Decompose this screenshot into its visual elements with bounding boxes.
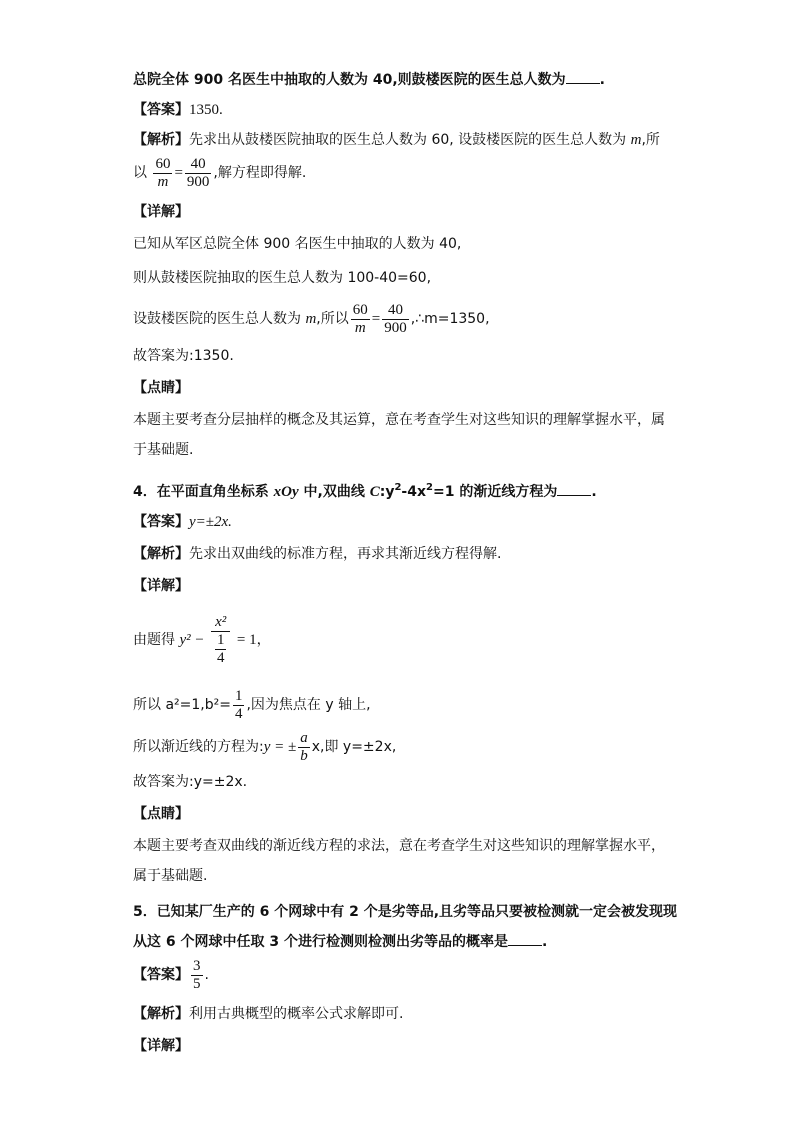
q5-stem-line1: [133, 902, 677, 922]
stem-text: 已知某厂生产的 6 个网球中有 2 个是劣等品,且劣等品只要被检测就一定会被发现现: [156, 904, 678, 920]
q3-analysis-line2: [133, 154, 306, 192]
stem-text: =1 的渐近线方程为: [432, 484, 558, 500]
q4-answer: [133, 512, 232, 532]
q3-stem-end: .: [599, 72, 605, 88]
q4-comment-line2: [133, 866, 207, 886]
fraction-60-over-m: [153, 156, 172, 191]
answer-label: 【答案】: [133, 102, 189, 118]
answer-end: .: [204, 967, 209, 983]
frac-denominator: 5: [193, 975, 201, 992]
variable-m: m: [305, 311, 317, 327]
q3-answer: [133, 100, 223, 120]
detail-text: 故答案为:y=±2x.: [133, 774, 248, 790]
q3-comment-label: [133, 378, 189, 398]
frac-numerator: 1: [216, 631, 225, 648]
frac-numerator: 60: [155, 155, 171, 172]
frac-denominator: 4: [234, 705, 243, 722]
answer-value: 1350.: [189, 102, 223, 118]
answer-label: 【答案】: [133, 514, 189, 530]
q4-detail-line2: [133, 686, 371, 724]
q3-stem-text: 总院全体 900 名医生中抽取的人数为 40,则鼓楼医院的医生总人数为: [133, 72, 566, 88]
fraction-60-over-m: [351, 302, 370, 337]
stem-text: -4x: [401, 484, 427, 500]
answer-blank: [508, 933, 542, 946]
q3-comment-line2: [133, 440, 193, 460]
analysis-text-end: ,所: [641, 132, 660, 148]
frac-denominator: [211, 631, 231, 667]
comment-text: 本题主要考查分层抽样的概念及其运算，意在考查学生对这些知识的理解掌握水平，属: [133, 412, 665, 428]
answer-blank: [566, 71, 600, 84]
detail-text-post: x,即 y=±2x,: [311, 739, 397, 755]
detail-text-post: ,因为焦点在 y 轴上,: [246, 697, 371, 713]
q4-detail-label: [133, 576, 189, 596]
q5-detail-label: [133, 1036, 189, 1056]
q3-detail-line4: [133, 346, 234, 366]
equals-sign: =: [174, 165, 183, 181]
q5-answer: [133, 956, 209, 994]
stem-end: .: [541, 934, 548, 950]
frac-numerator: x²: [215, 613, 227, 630]
q4-analysis: [133, 544, 501, 564]
analysis-text-pre: 以: [133, 165, 147, 181]
frac-denominator: 4: [216, 649, 225, 666]
frac-denominator: 900: [384, 319, 407, 336]
fraction-40-over-900: [185, 156, 212, 191]
q5-stem-line2: [133, 932, 547, 952]
question-number: 4．: [133, 484, 157, 500]
stem-end: .: [591, 484, 597, 500]
detail-text-end: ，: [256, 632, 271, 648]
comment-label: 【点睛】: [133, 380, 189, 396]
analysis-label: 【解析】: [133, 1006, 189, 1022]
q3-analysis-line1: [133, 130, 660, 150]
q3-detail-label: [133, 202, 189, 222]
detail-label: 【详解】: [133, 204, 189, 220]
answer-value: y=±2x.: [189, 514, 232, 530]
detail-text-pre: 所以 a²=1,b²=: [133, 697, 231, 713]
fraction-40-over-900: [382, 302, 409, 337]
frac-numerator: 1: [234, 687, 243, 704]
detail-text-pre: 由题得: [133, 632, 175, 648]
frac-denominator: b: [300, 747, 308, 764]
analysis-text: 利用古典概型的概率公式求解即可.: [189, 1006, 404, 1022]
detail-text-pre: 所以渐近线的方程为:: [133, 739, 264, 755]
fraction-one-quarter: [233, 688, 245, 723]
math-equals-one: = 1: [236, 632, 257, 648]
equals-sign: =: [371, 311, 381, 327]
comment-label: 【点睛】: [133, 806, 189, 822]
fraction-3-over-5: [191, 958, 203, 993]
frac-denominator: 900: [186, 173, 210, 190]
frac-denominator: m: [351, 319, 370, 337]
analysis-text: 先求出从鼓楼医院抽取的医生总人数为 60, 设鼓楼医院的医生总人数为: [189, 132, 631, 148]
fraction-a-over-b: [298, 730, 310, 765]
comment-text: 属于基础题.: [133, 868, 208, 884]
stem-text: 在平面直角坐标系: [156, 484, 274, 500]
analysis-label: 【解析】: [133, 132, 189, 148]
comment-text: 于基础题.: [133, 442, 194, 458]
math-y-plusminus: y = ±: [263, 739, 297, 755]
q4-detail-line1: [133, 610, 271, 670]
fraction-x2-over-quarter: [211, 614, 231, 667]
detail-text: 已知从军区总院全体 900 名医生中抽取的人数为 40,: [133, 236, 462, 252]
q4-detail-line4: [133, 772, 247, 792]
answer-blank: [557, 483, 591, 496]
detail-text-post: ,∴m=1350,: [410, 311, 490, 327]
stem-text: 从这 6 个网球中任取 3 个进行检测则检测出劣等品的概率是: [133, 934, 508, 950]
frac-numerator: 40: [190, 155, 206, 172]
q4-stem: [133, 478, 597, 502]
q3-comment-line1: [133, 410, 665, 430]
frac-denominator: m: [153, 173, 172, 191]
variable-c: C: [369, 484, 380, 500]
detail-label: 【详解】: [133, 578, 189, 594]
detail-text-mid: ,所以: [316, 311, 349, 327]
q4-comment-line1: [133, 836, 665, 856]
analysis-label: 【解析】: [133, 546, 189, 562]
variable-m: m: [630, 132, 642, 148]
fraction-one-quarter: [215, 632, 227, 667]
q3-stem: [133, 70, 605, 90]
stem-text: :y: [379, 484, 395, 500]
answer-label: 【答案】: [133, 967, 189, 983]
comment-text: 本题主要考查双曲线的渐近线方程的求法，意在考查学生对这些知识的理解掌握水平，: [133, 838, 665, 854]
frac-numerator: a: [300, 729, 308, 746]
math-y-squared: y² −: [179, 632, 205, 648]
q5-analysis: [133, 1004, 403, 1024]
frac-numerator: 3: [193, 957, 201, 974]
superscript: 2: [394, 482, 402, 493]
frac-numerator: 40: [387, 301, 403, 318]
superscript: 2: [426, 482, 433, 493]
question-number: 5．: [133, 904, 157, 920]
detail-label: 【详解】: [133, 1038, 189, 1054]
variable-xoy: xOy: [273, 484, 299, 500]
analysis-text: 先求出双曲线的标准方程，再求其渐近线方程得解.: [189, 546, 502, 562]
stem-text: 中,双曲线: [298, 484, 370, 500]
q4-comment-label: [133, 804, 189, 824]
detail-text: 故答案为:1350.: [133, 348, 234, 364]
analysis-text-post: ,解方程即得解.: [213, 165, 307, 181]
q3-detail-line3: [133, 300, 490, 338]
detail-text-pre: 设鼓楼医院的医生总人数为: [133, 311, 306, 327]
detail-text: 则从鼓楼医院抽取的医生总人数为 100-40=60,: [133, 270, 432, 286]
frac-numerator: 60: [352, 301, 368, 318]
q3-detail-line2: [133, 268, 431, 288]
q3-detail-line1: [133, 234, 461, 254]
q4-detail-line3: [133, 728, 396, 766]
